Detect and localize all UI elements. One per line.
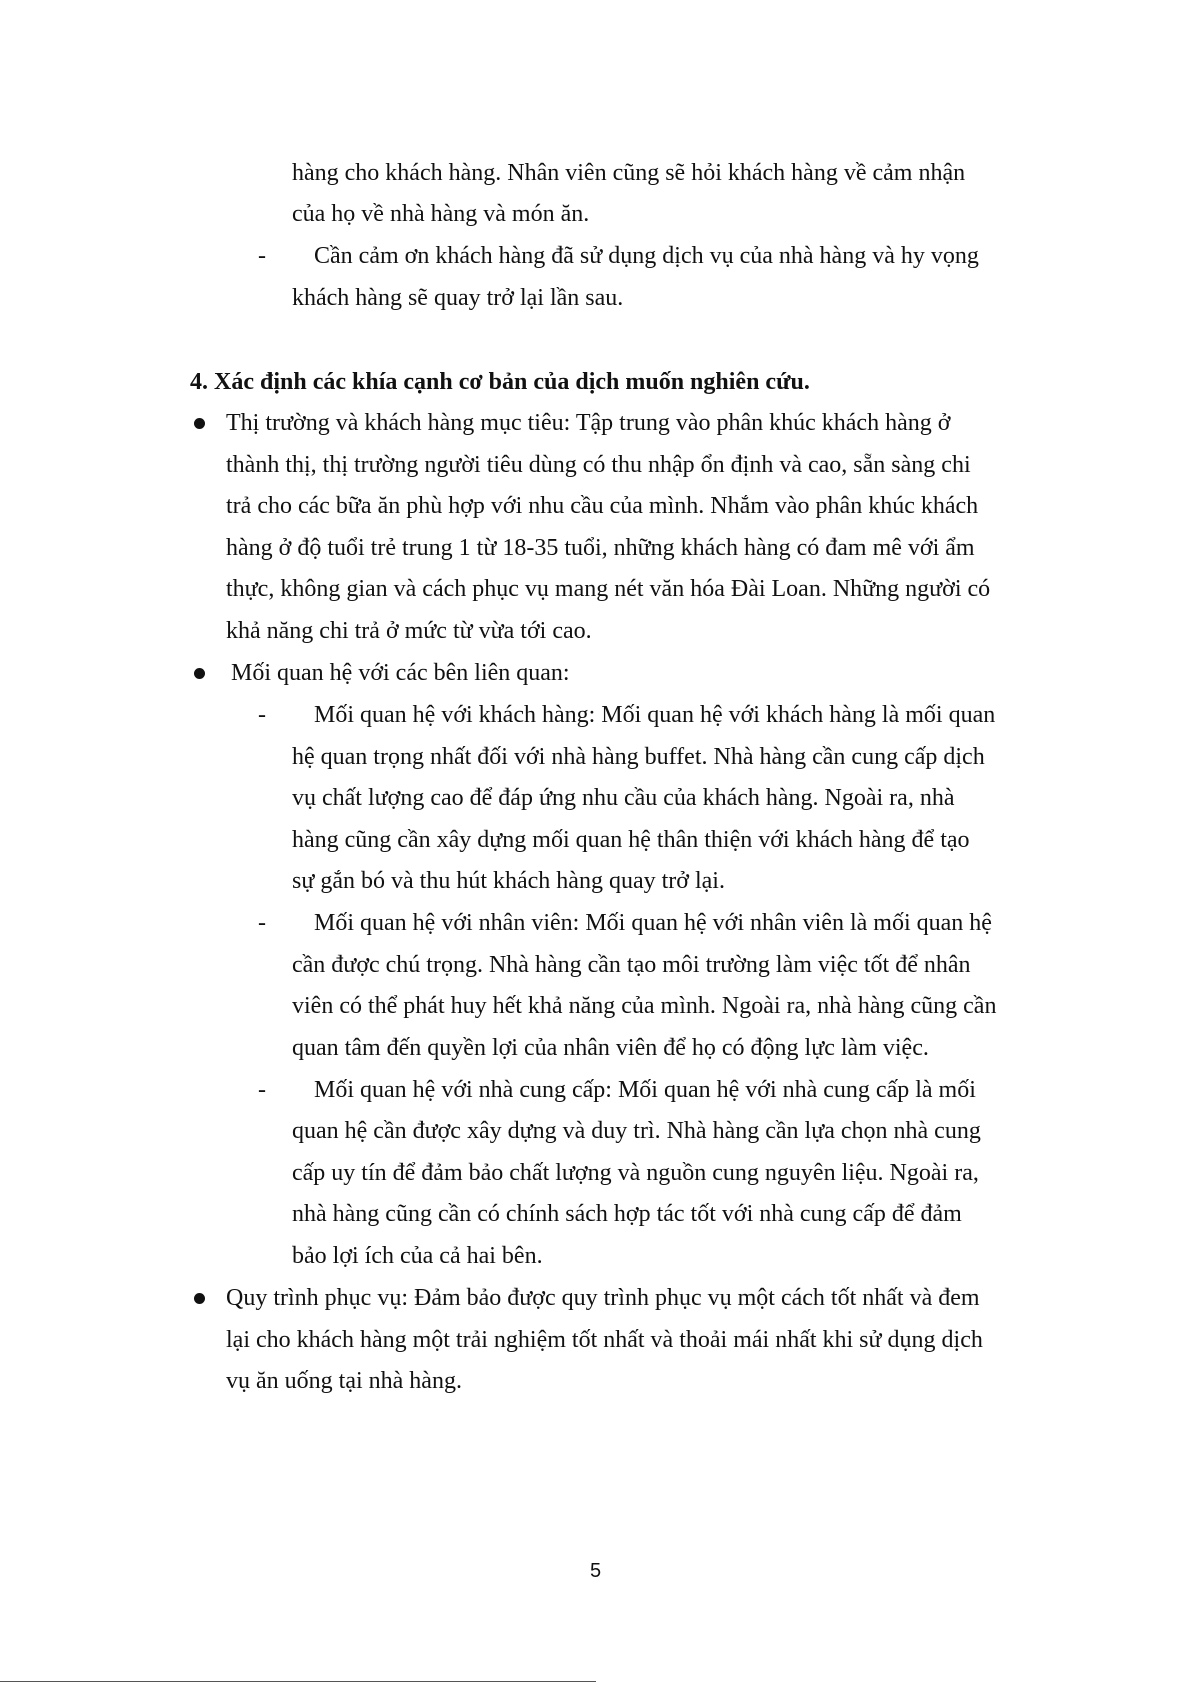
relation-customers-line-5: sự gắn bó và thu hút khách hàng quay trở lại. <box>292 868 725 894</box>
relation-suppliers-line-5: bảo lợi ích của cả hai bên. <box>292 1243 543 1269</box>
bullet-market-line-1: Thị trường và khách hàng mục tiêu: Tập trung vào phân khúc khách hàng ở <box>226 410 951 436</box>
bullet-market-line-6: khả năng chi trả ở mức từ vừa tới cao. <box>226 618 592 644</box>
relation-customers-line-2: hệ quan trọng nhất đối với nhà hàng buffet. Nhà hàng cần cung cấp dịch <box>292 744 985 770</box>
bullet-dot-icon <box>194 1293 205 1304</box>
continuation-line-1: hàng cho khách hàng. Nhân viên cũng sẽ hỏi khách hàng về cảm nhận <box>292 160 966 186</box>
relation-suppliers-line-1: Mối quan hệ với nhà cung cấp: Mối quan hệ với nhà cung cấp là mối <box>314 1077 976 1103</box>
bullet-service-line-2: lại cho khách hàng một trải nghiệm tốt nhất và thoải mái nhất khi sử dụng dịch <box>226 1327 983 1353</box>
bullet-market-line-4: hàng ở độ tuổi trẻ trung 1 từ 18-35 tuổi, những khách hàng có đam mê với ẩm <box>226 535 975 561</box>
relation-customers-line-3: vụ chất lượng cao để đáp ứng nhu cầu của khách hàng. Ngoài ra, nhà <box>292 785 955 811</box>
relation-suppliers-line-2: quan hệ cần được xây dựng và duy trì. Nhà hàng cần lựa chọn nhà cung <box>292 1118 981 1144</box>
bullet-relations-label: Mối quan hệ với các bên liên quan: <box>231 660 570 686</box>
bullet-service-line-3: vụ ăn uống tại nhà hàng. <box>226 1368 462 1394</box>
relation-customers-line-4: hàng cũng cần xây dựng mối quan hệ thân thiện với khách hàng để tạo <box>292 827 970 853</box>
continuation-line-2: của họ về nhà hàng và món ăn. <box>292 201 590 227</box>
bullet-dot-icon <box>194 668 205 679</box>
relation-staff-line-3: viên có thể phát huy hết khả năng của mình. Ngoài ra, nhà hàng cũng cần <box>292 993 997 1019</box>
relation-suppliers-line-3: cấp uy tín để đảm bảo chất lượng và nguồn cung nguyên liệu. Ngoài ra, <box>292 1160 979 1186</box>
bullet-market-line-2: thành thị, thị trường người tiêu dùng có thu nhập ổn định và cao, sẵn sàng chi <box>226 452 971 478</box>
relation-staff-line-1: Mối quan hệ với nhân viên: Mối quan hệ với nhân viên là mối quan hệ <box>314 910 992 936</box>
relation-staff-line-4: quan tâm đến quyền lợi của nhân viên để họ có động lực làm việc. <box>292 1035 929 1061</box>
dash-item-thanks-line-2: khách hàng sẽ quay trở lại lần sau. <box>292 285 624 311</box>
bullet-service-line-1: Quy trình phục vụ: Đảm bảo được quy trình phục vụ một cách tốt nhất và đem <box>226 1285 980 1311</box>
relation-staff-line-2: cần được chú trọng. Nhà hàng cần tạo môi trường làm việc tốt để nhân <box>292 952 971 978</box>
footer-rule <box>0 1681 596 1682</box>
dash-item-thanks-line-1: Cần cảm ơn khách hàng đã sử dụng dịch vụ của nhà hàng và hy vọng <box>314 243 979 269</box>
bullet-dot-icon <box>194 418 205 429</box>
dash-marker: - <box>258 910 266 936</box>
section-heading: 4. Xác định các khía cạnh cơ bản của dịch muốn nghiên cứu. <box>190 369 810 395</box>
relation-customers-line-1: Mối quan hệ với khách hàng: Mối quan hệ với khách hàng là mối quan <box>314 702 996 728</box>
dash-marker: - <box>258 243 266 269</box>
relation-suppliers-line-4: nhà hàng cũng cần có chính sách hợp tác tốt với nhà cung cấp để đảm <box>292 1201 962 1227</box>
bullet-market-line-5: thực, không gian và cách phục vụ mang nét văn hóa Đài Loan. Những người có <box>226 576 991 602</box>
dash-marker: - <box>258 1077 266 1103</box>
bullet-market-line-3: trả cho các bữa ăn phù hợp với nhu cầu của mình. Nhắm vào phân khúc khách <box>226 493 979 519</box>
dash-marker: - <box>258 702 266 728</box>
page-number: 5 <box>589 1560 602 1582</box>
